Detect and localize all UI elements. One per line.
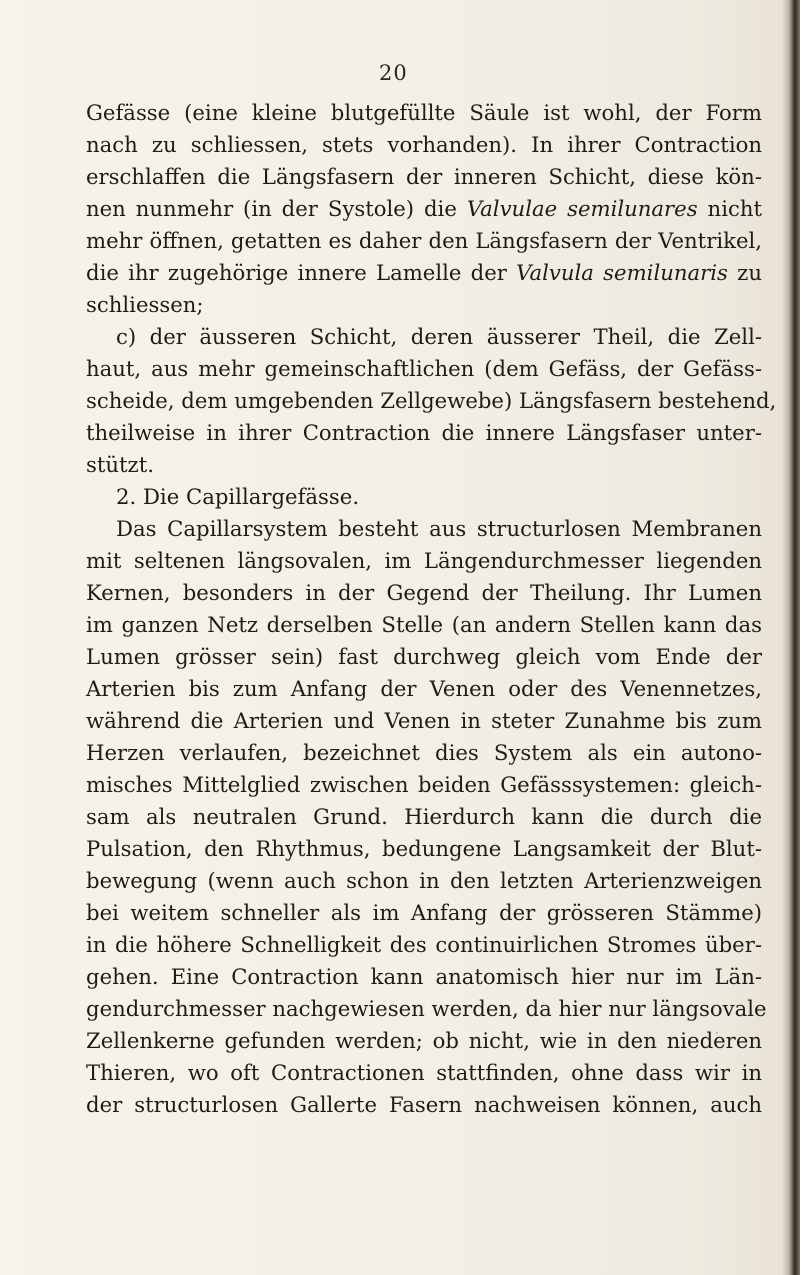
text-line-32: der structurlosen Gallerte Fasern nachweisen können, auch [86,1092,762,1117]
book-edge-shadow [782,0,800,1275]
text-line-28: gehen. Eine Contraction kann anatomisch hier nur im Län- [86,964,762,989]
text-line-15: mit seltenen längsovalen, im Längendurchmesser liegenden [86,548,762,573]
text-line-14: Das Capillarsystem besteht aus structurlosen Membranen [116,516,762,541]
page-number: 20 [379,61,408,85]
text-line-21: Herzen verlaufen, bezeichnet dies System als ein autono- [86,740,762,765]
text-line-29: gendurchmesser nachgewiesen werden, da hier nur längsovale [86,996,767,1021]
text-line-16: Kernen, besonders in der Gegend der Theilung. Ihr Lumen [86,580,762,605]
text-line-2: nach zu schliessen, stets vorhanden). In ihrer Contraction [86,132,762,157]
text-line-26: bei weitem schneller als im Anfang der grösseren Stämme) [86,900,762,925]
text-line-1: Gefässe (eine kleine blutgefüllte Säule ist wohl, der Form [86,100,762,125]
paper-speck [265,332,267,334]
text-line-12: stützt. [86,452,154,477]
text-line-4: nen nunmehr (in der Systole) die Valvulae semilunares nicht [86,196,762,221]
text-line-30: Zellenkerne gefunden werden; ob nicht, wie in den niederen [86,1028,762,1053]
text-line-8: c) der äusseren Schicht, deren äusserer Theil, die Zell- [116,324,762,349]
text-line-13: 2. Die Capillargefässe. [116,484,360,509]
text-line-9: haut, aus mehr gemeinschaftlichen (dem Gefäss, der Gefäss- [86,356,762,381]
text-line-11: theilweise in ihrer Contraction die innere Längsfaser unter- [86,420,762,445]
text-line-31: Thieren, wo oft Contractionen stattfinden, ohne dass wir in [86,1060,762,1085]
text-line-20: während die Arterien und Venen in steter Zunahme bis zum [86,708,762,733]
text-line-10: scheide, dem umgebenden Zellgewebe) Längsfasern bestehend, [86,388,777,413]
paper-speck [716,1032,718,1034]
text-line-18: Lumen grösser sein) fast durchweg gleich vom Ende der [86,644,762,669]
body-text [86,97,777,1121]
text-line-25: bewegung (wenn auch schon in den letzten Arterienzweigen [86,868,762,893]
text-line-24: Pulsation, den Rhythmus, bedungene Langsamkeit der Blut- [86,836,762,861]
text-line-5: mehr öffnen, getatten es daher den Längsfasern der Ventrikel, [86,228,762,253]
text-line-19: Arterien bis zum Anfang der Venen oder des Venennetzes, [86,676,762,701]
paper-speck [586,1005,588,1007]
text-line-22: misches Mittelglied zwischen beiden Gefässsystemen: gleich- [86,772,762,797]
text-line-3: erschlaffen die Längsfasern der inneren Schicht, diese kön- [86,164,762,189]
text-line-7: schliessen; [86,292,204,317]
text-line-27: in die höhere Schnelligkeit des continuirlichen Stromes über- [86,932,762,957]
text-line-6: die ihr zugehörige innere Lamelle der Valvula semilunaris zu [86,260,762,285]
text-line-23: sam als neutralen Grund. Hierdurch kann die durch die [86,804,762,829]
text-line-17: im ganzen Netz derselben Stelle (an andern Stellen kann das [86,612,762,637]
